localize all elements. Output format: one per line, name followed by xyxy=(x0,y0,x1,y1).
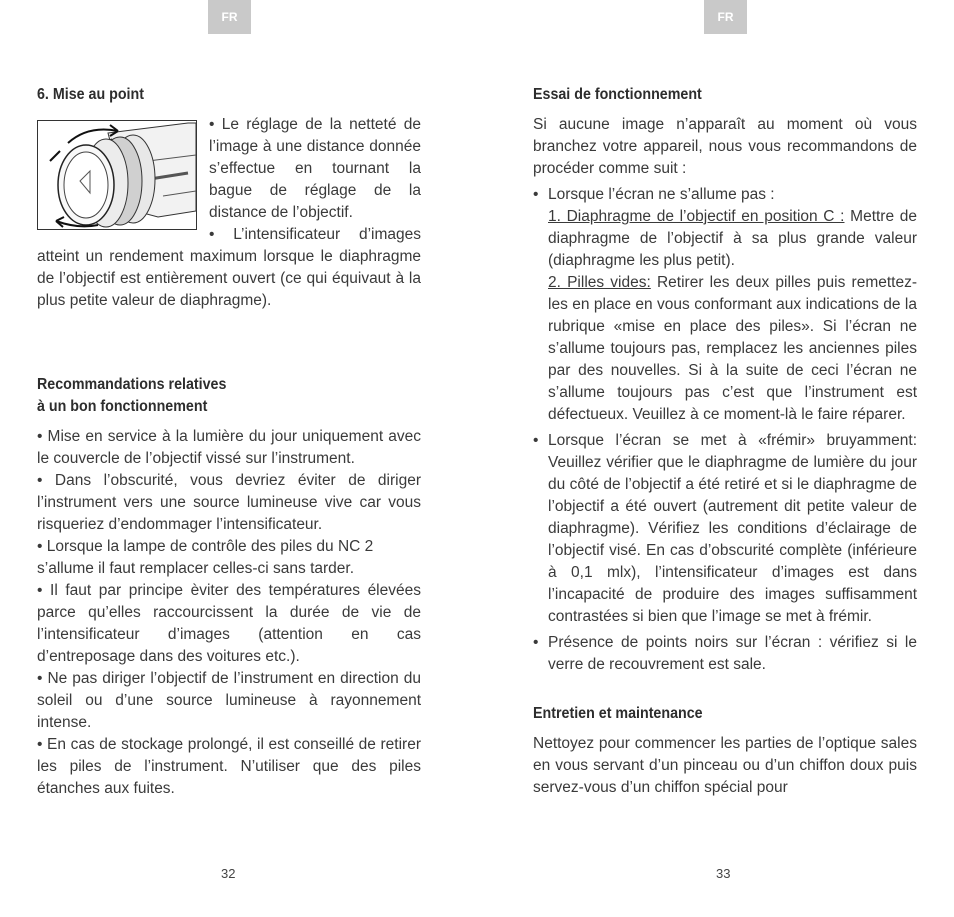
lens-focus-illustration xyxy=(37,120,197,230)
focus-section-heading: 6. Mise au point xyxy=(37,86,144,103)
right-page-content xyxy=(533,84,917,799)
recommendation-item: • Dans l’obscurité, vous devriez éviter de diriger l’instrument vers une source lumineuse vive car vous risqueriez d’endommager l’intensificateur. xyxy=(37,472,421,533)
bullet-dot: • xyxy=(533,634,539,651)
sub-item-aperture xyxy=(533,206,917,272)
recommendations-heading-line1: Recommandations relatives xyxy=(37,376,227,393)
language-tab-right: FR xyxy=(704,0,747,34)
recommendation-item: • Mise en service à la lumière du jour uniquement avec le couvercle de l’objectif vissé sur l’instrument. xyxy=(37,428,421,467)
sub-item-label: 2. Pilles vides: xyxy=(548,274,651,291)
sub-item-text: Retirer les deux pilles puis remettez-les en place en vous conformant aux indications de la rubrique «mise en place des piles». Si l’écran ne s’allume toujours pas, remplacez les anciennes piles par des nouvelles. Si à la suite de ceci l’écran ne s’allume toujours pas c’est que l’instrument est défectueux. Veuillez à ce moment-là le faire réparer. xyxy=(548,274,917,423)
maintenance-text: Nettoyez pour commencer les parties de l’optique sales en vous servant d’un pinceau ou d’un chiffon doux puis servez-vous d’un chiffon spécial pour xyxy=(533,735,917,796)
recommendation-item: • En cas de stockage prolongé, il est conseillé de retirer les piles de l’instrument. N’utiliser que des piles étanches aux fuites. xyxy=(37,736,421,797)
recommendation-item: • Ne pas diriger l’objectif de l’instrument en direction du soleil ou d’une source lumineuse à rayonnement intense. xyxy=(37,670,421,731)
maintenance-heading: Entretien et maintenance xyxy=(533,705,703,722)
focus-bullet-2: • L’intensificateur d’images atteint un rendement maximum lorsque le diaphragme de l’objectif est entièrement ouvert (ce qui équivaut à la plus petite valeur de diaphragme). xyxy=(37,226,421,309)
bullet-dot: • xyxy=(533,432,539,449)
item-title: Lorsque l’écran ne s’allume pas : xyxy=(548,186,775,203)
item-text: Lorsque l’écran se met à «frémir» bruyamment: Veuillez vérifier que le diaphragme de lumière du jour du côté de l’objectif a été retiré et si le diaphragme de l’objectif a été ouvert (autrement dit petite valeur de diaphragme). Vérifiez les conditions d’éclairage de l’objectif visé. En cas d’obscurité complète (inférieure à 0,1 mlx), l’intensificateur d’images est dans l’incapacité de produire des images suffisamment contrastées si bien que l’image se met à frémir. xyxy=(548,432,917,625)
language-tab-left: FR xyxy=(208,0,251,34)
item-text: Présence de points noirs sur l’écran : vérifiez si le verre de recouvrement est sale. xyxy=(548,634,917,673)
page-number-right: 33 xyxy=(716,866,731,881)
bullet-dot: • xyxy=(533,186,539,203)
left-page-content xyxy=(37,84,421,800)
recommendation-item: • Il faut par principe èviter des températures élevées parce qu’elles raccourcissent la durée de vie de l’intensificateur d’images (attention en cas d’entreposage dans des voitures etc.). xyxy=(37,582,421,665)
function-test-intro: Si aucune image n’apparaît au moment où vous branchez votre appareil, nous vous recommandons de procéder comme suit : xyxy=(533,116,917,177)
lens-ring-icon xyxy=(38,121,196,229)
focus-bullet-1: • Le réglage de la netteté de l’image à une distance donnée s’effectue en tournant la bague de réglage de la distance de l’objectif. xyxy=(209,116,421,221)
page-number-left: 32 xyxy=(221,866,236,881)
recommendations-heading-line2: à un bon fonctionnement xyxy=(37,398,208,415)
sub-item-label: 1. Diaphragme de l’objectif en position C : xyxy=(548,208,845,225)
sub-item-text: Mettre de diaphragme de l’objectif à sa plus grande valeur (diaphragme les plus petit). xyxy=(548,208,917,269)
troubleshoot-item-black-spots xyxy=(533,632,917,676)
sub-item-batteries xyxy=(533,272,917,426)
recommendation-item: • Lorsque la lampe de contrôle des piles du NC 2 s’allume il faut remplacer celles-ci sans tarder. xyxy=(37,538,374,577)
function-test-heading: Essai de fonctionnement xyxy=(533,86,702,103)
troubleshoot-item-flicker xyxy=(533,430,917,628)
troubleshoot-item-screen-off xyxy=(533,184,917,206)
